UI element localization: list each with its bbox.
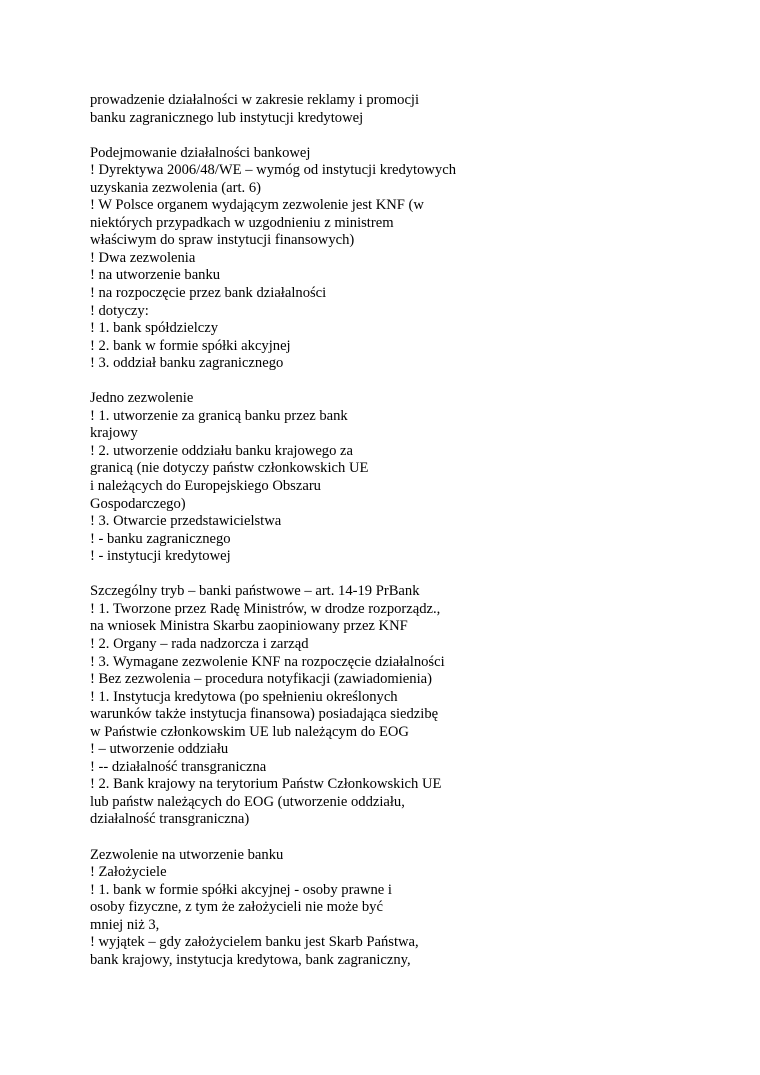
- text-line: banku zagranicznego lub instytucji kredytowej: [90, 109, 364, 126]
- text-line: ! 2. Bank krajowy na terytorium Państw Członkowskich UE: [90, 776, 442, 793]
- text-line: ! 1. bank w formie spółki akcyjnej - osoby prawne i: [90, 881, 392, 898]
- text-line: ! - instytucji kredytowej: [90, 548, 231, 565]
- text-line: ! 1. utworzenie za granicą banku przez bank: [90, 407, 348, 424]
- text-line: niektórych przypadkach w uzgodnieniu z ministrem: [90, 214, 394, 231]
- text-line: uzyskania zezwolenia (art. 6): [90, 179, 261, 196]
- paragraph: [90, 390, 710, 565]
- text-line: ! 2. Organy – rada nadzorcza i zarząd: [90, 635, 309, 652]
- paragraph: [90, 583, 710, 829]
- text-line: osoby fizyczne, z tym że założycieli nie może być: [90, 899, 383, 916]
- text-line: ! 1. Instytucja kredytowa (po spełnieniu określonych: [90, 688, 398, 705]
- text-line: ! 3. Otwarcie przedstawicielstwa: [90, 513, 282, 530]
- paragraph-gap: [90, 127, 710, 145]
- text-line: ! dotyczy:: [90, 302, 149, 319]
- text-line: lub państw należących do EOG (utworzenie oddziału,: [90, 793, 405, 810]
- paragraph: [90, 92, 710, 127]
- text-line: ! 2. utworzenie oddziału banku krajowego za: [90, 442, 353, 459]
- text-line: Gospodarczego): [90, 495, 186, 512]
- text-line: właściwym do spraw instytucji finansowych): [90, 232, 355, 249]
- text-line: ! na rozpoczęcie przez bank działalności: [90, 285, 327, 302]
- text-line: ! - banku zagranicznego: [90, 530, 231, 547]
- text-line: warunków także instytucja finansowa) posiadająca siedzibę: [90, 706, 439, 723]
- text-line: działalność transgraniczna): [90, 811, 250, 828]
- text-line: ! 3. Wymagane zezwolenie KNF na rozpoczęcie działalności: [90, 653, 445, 670]
- text-line: w Państwie członkowskim UE lub należącym do EOG: [90, 723, 409, 740]
- text-line: Podejmowanie działalności bankowej: [90, 144, 311, 161]
- text-line: krajowy: [90, 425, 138, 442]
- text-line: ! 3. oddział banku zagranicznego: [90, 355, 284, 372]
- text-line: Szczególny tryb – banki państwowe – art. 14-19 PrBank: [90, 583, 420, 600]
- paragraph-gap: [90, 566, 710, 584]
- text-line: ! na utworzenie banku: [90, 267, 221, 284]
- paragraph: [90, 145, 710, 373]
- text-line: ! -- działalność transgraniczna: [90, 758, 267, 775]
- text-line: granicą (nie dotyczy państw członkowskich UE: [90, 460, 369, 477]
- text-line: Jedno zezwolenie: [90, 390, 194, 407]
- text-line: bank krajowy, instytucja kredytowa, bank zagraniczny,: [90, 951, 411, 968]
- text-line: ! W Polsce organem wydającym zezwolenie jest KNF (w: [90, 197, 424, 214]
- text-line: ! Dyrektywa 2006/48/WE – wymóg od instytucji kredytowych: [90, 162, 456, 179]
- text-line: ! wyjątek – gdy założycielem banku jest Skarb Państwa,: [90, 934, 419, 951]
- text-line: ! – utworzenie oddziału: [90, 741, 229, 758]
- paragraph-gap: [90, 829, 710, 847]
- paragraph-gap: [90, 373, 710, 391]
- text-line: Zezwolenie na utworzenie banku: [90, 846, 284, 863]
- text-line: mniej niż 3,: [90, 916, 160, 933]
- document-body: [90, 92, 710, 969]
- text-line: ! 1. bank spółdzielczy: [90, 320, 219, 337]
- text-line: prowadzenie działalności w zakresie reklamy i promocji: [90, 92, 420, 108]
- text-line: ! Założyciele: [90, 864, 167, 881]
- text-line: ! Dwa zezwolenia: [90, 249, 196, 266]
- text-line: i należących do Europejskiego Obszaru: [90, 478, 321, 495]
- text-line: ! 1. Tworzone przez Radę Ministrów, w drodze rozporządz.,: [90, 600, 441, 617]
- paragraph: [90, 847, 710, 970]
- text-line: na wniosek Ministra Skarbu zaopiniowany przez KNF: [90, 618, 408, 635]
- text-line: ! 2. bank w formie spółki akcyjnej: [90, 337, 291, 354]
- text-line: ! Bez zezwolenia – procedura notyfikacji (zawiadomienia): [90, 671, 432, 688]
